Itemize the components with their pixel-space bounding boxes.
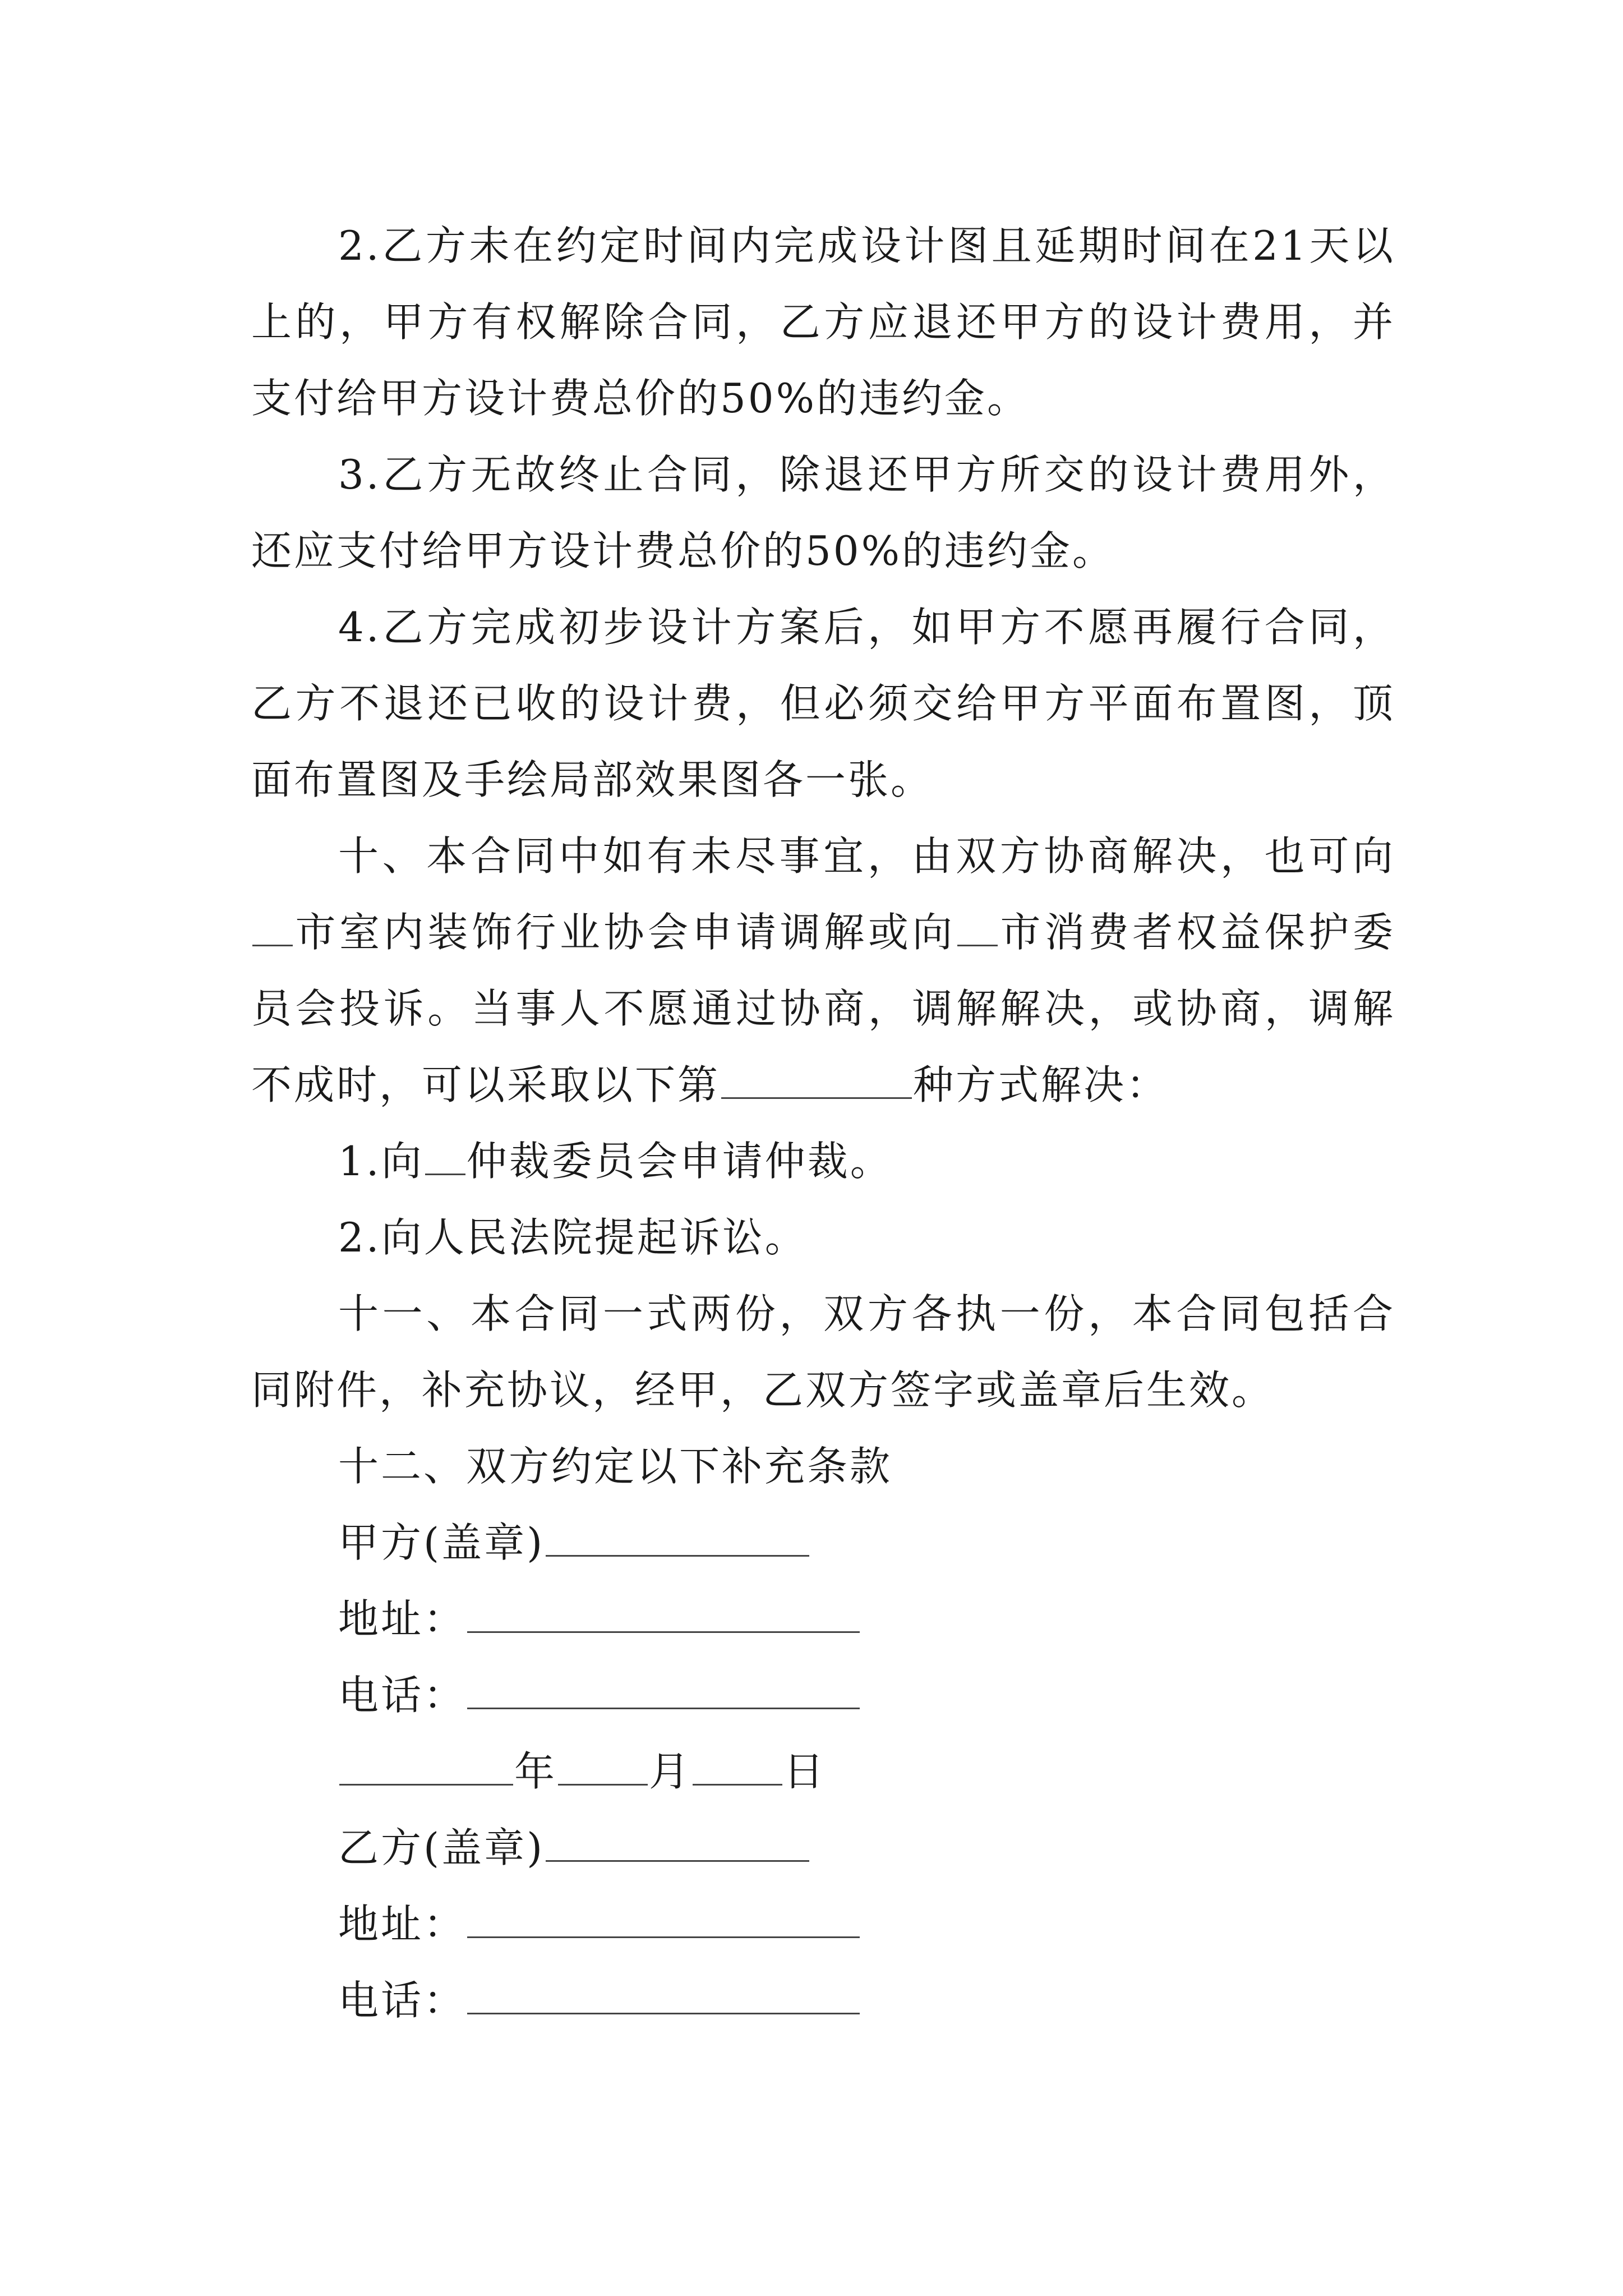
month-label: 月 bbox=[649, 1748, 692, 1795]
phone-label-b: 电话： bbox=[338, 1977, 467, 2024]
clause-10-1 bbox=[251, 1123, 1395, 1199]
clause-10-text-4: 种方式解决： bbox=[913, 1061, 1169, 1108]
year-label: 年 bbox=[514, 1748, 557, 1795]
document-body bbox=[251, 208, 1395, 2039]
party-a-address-field[interactable] bbox=[467, 1598, 860, 1633]
clause-10 bbox=[251, 818, 1395, 1123]
clause-12: 十二、双方约定以下补充条款 bbox=[338, 1443, 893, 1490]
party-a-phone-field[interactable] bbox=[467, 1674, 860, 1709]
phone-label: 电话： bbox=[338, 1672, 467, 1719]
clause-10-text-1: 十、本合同中如有未尽事宜，由双方协商解决，也可向 bbox=[338, 832, 1395, 880]
city-blank-2[interactable] bbox=[957, 911, 998, 946]
party-b-line bbox=[251, 1810, 1395, 1886]
party-a-label: 甲方(盖章) bbox=[338, 1519, 545, 1566]
party-a-address-line bbox=[251, 1581, 1395, 1657]
party-b-address-line bbox=[251, 1886, 1395, 1962]
party-a-phone-line bbox=[251, 1657, 1395, 1733]
day-field[interactable] bbox=[693, 1750, 782, 1786]
date-line bbox=[251, 1733, 1395, 1810]
arbitration-blank[interactable] bbox=[425, 1140, 465, 1175]
clause-9-2: 2.乙方未在约定时间内完成设计图且延期时间在21天以上的，甲方有权解除合同，乙方应退还甲方的设计费用，并支付给甲方设计费总价的50%的违约金。 bbox=[251, 222, 1395, 422]
party-a-seal-field[interactable] bbox=[546, 1521, 809, 1557]
clause-11: 十一、本合同一式两份，双方各执一份，本合同包括合同附件，补充协议，经甲，乙双方签字或盖章后生效。 bbox=[251, 1290, 1395, 1414]
party-a-line bbox=[251, 1504, 1395, 1581]
clause-10-2: 2.向人民法院提起诉讼。 bbox=[338, 1214, 808, 1261]
month-field[interactable] bbox=[558, 1750, 648, 1786]
party-b-seal-field[interactable] bbox=[546, 1826, 809, 1862]
clause-10-1-suffix: 仲裁委员会申请仲裁。 bbox=[466, 1138, 893, 1185]
clause-10-text-2: 市室内装饰行业协会申请调解或向 bbox=[294, 909, 956, 956]
party-b-label: 乙方(盖章) bbox=[338, 1824, 545, 1871]
method-number-blank[interactable] bbox=[721, 1064, 912, 1099]
party-b-phone-field[interactable] bbox=[467, 1979, 860, 2014]
party-b-phone-line bbox=[251, 1962, 1395, 2039]
clause-10-text-3: 市消费者权益保护委员会投诉。当事人不愿通过协商，调解解决，或协商，调解不成时，可以采取以下第 bbox=[251, 909, 1395, 1108]
address-label-b: 地址： bbox=[338, 1901, 467, 1948]
year-field[interactable] bbox=[339, 1750, 513, 1786]
address-label: 地址： bbox=[338, 1595, 467, 1642]
clause-10-1-prefix: 1.向 bbox=[338, 1138, 424, 1185]
clause-9-4: 4.乙方完成初步设计方案后，如甲方不愿再履行合同，乙方不退还已收的设计费，但必须交给甲方平面布置图，顶面布置图及手绘局部效果图各一张。 bbox=[251, 604, 1395, 803]
clause-9-3: 3.乙方无故终止合同，除退还甲方所交的设计费用外，还应支付给甲方设计费总价的50%的违约金。 bbox=[251, 451, 1395, 574]
city-blank-1[interactable] bbox=[252, 911, 293, 946]
day-label: 日 bbox=[783, 1748, 827, 1795]
party-b-address-field[interactable] bbox=[467, 1903, 860, 1938]
